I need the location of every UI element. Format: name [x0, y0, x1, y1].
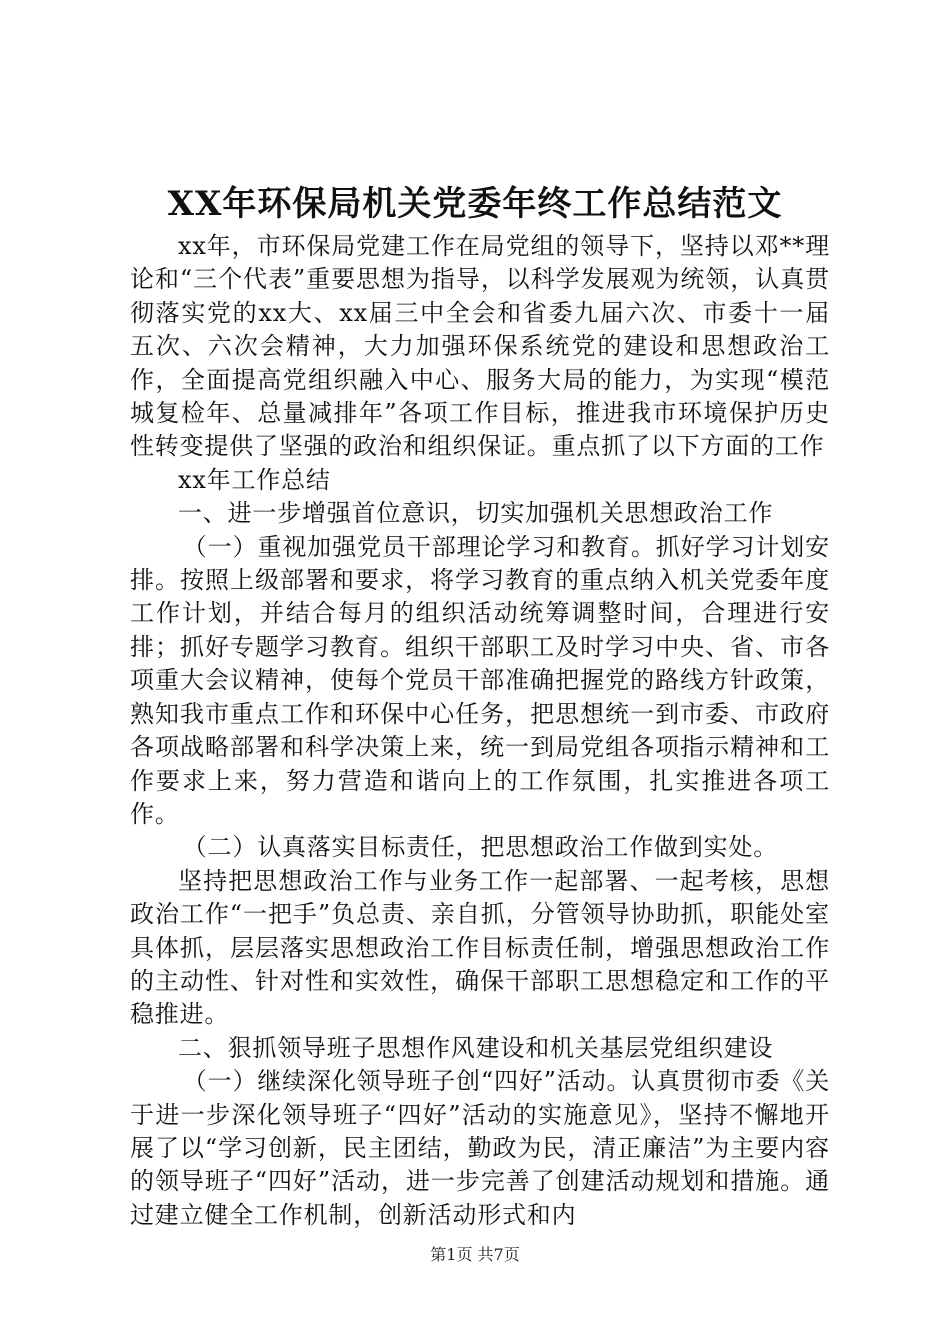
subsection-1-1: （一）重视加强党员干部理论学习和教育。抓好学习计划安排。按照上级部署和要求，将学习教育的重点纳入机关党委年度工作计划，并结合每月的组织活动统筹调整时间，合理进行安排；抓好专题学习教育。组织干部职工及时学习中央、省、市各项重大会议精神，使每个党员干部准确把握党的路线方针政策，熟知我市重点工作和环保中心任务，把思想统一到市委、市政府各项战略部署和科学决策上来，统一到局党组各项指示精神和工作要求上来，努力营造和谐向上的工作氛围，扎实推进各项工作。 [130, 532, 830, 828]
paragraph-summary-heading: xx年工作总结 [178, 465, 331, 494]
document-title: XX年环保局机关党委年终工作总结范文 [167, 184, 783, 224]
section-heading-2: 二、狠抓领导班子思想作风建设和机关基层党组织建设 [178, 1033, 774, 1062]
subsection-1-2-heading: （二）认真落实目标责任，把思想政治工作做到实处。 [182, 833, 778, 862]
section-heading-1: 一、进一步增强首位意识，切实加强机关思想政治工作 [178, 499, 774, 528]
page-number-footer: 第1页 共7页 [430, 1245, 520, 1264]
subsection-2-1: （一）继续深化领导班子创“四好”活动。认真贯彻市委《关于进一步深化领导班子“四好”活动的实施意见》，坚持不懈地开展了以“学习创新，民主团结，勤政为民，清正廉洁”为主要内容的领导班子“四好”活动，进一步完善了创建活动规划和措施。通过建立健全工作机制，创新活动形式和内 [130, 1067, 830, 1229]
paragraph-intro: xx年，市环保局党建工作在局党组的领导下，坚持以邓**理论和“三个代表”重要思想为指导，以科学发展观为统领，认真贯彻落实党的xx大、xx届三中全会和省委九届六次、市委十一届五次、六次会精神，大力加强环保系统党的建设和思想政治工作，全面提高党组织融入中心、服务大局的能力，为实现“模范城复检年、总量减排年”各项工作目标，推进我市环境保护历史性转变提供了坚强的政治和组织保证。重点抓了以下方面的工作 [130, 232, 830, 461]
paragraph-1-2-body: 坚持把思想政治工作与业务工作一起部署、一起考核，思想政治工作“一把手”负总责、亲自抓，分管领导协助抓，职能处室具体抓，层层落实思想政治工作目标责任制，增强思想政治工作的主动性、针对性和实效性，确保干部职工思想稳定和工作的平稳推进。 [130, 866, 830, 1029]
document-body [130, 230, 830, 1232]
